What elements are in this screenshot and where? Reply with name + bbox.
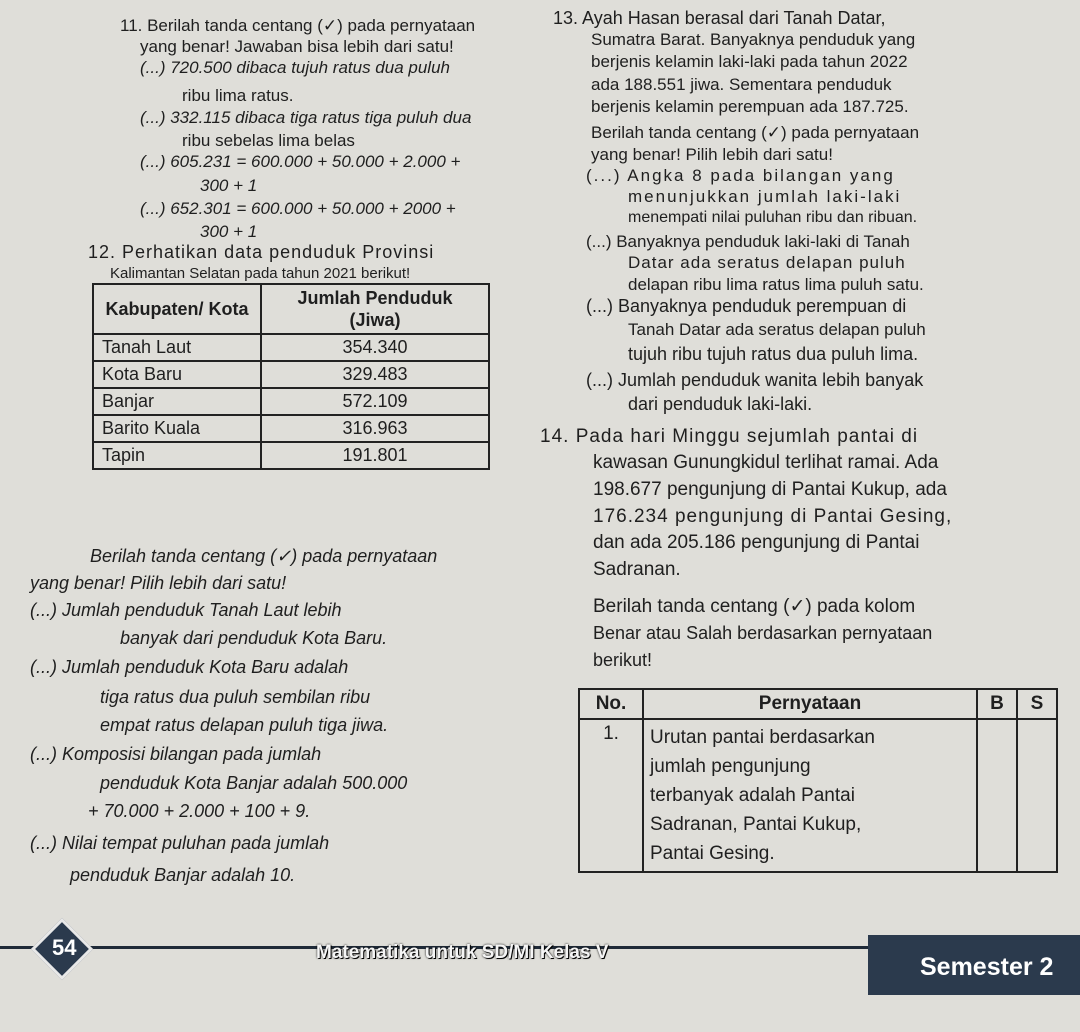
q13-option-2-cont: Datar ada seratus delapan puluh xyxy=(628,253,906,272)
q12-statement-1: (...) Jumlah penduduk Tanah Laut lebih xyxy=(30,600,342,620)
population-value: 191.801 xyxy=(261,442,489,469)
q11-option-4-cont: 300 + 1 xyxy=(200,222,258,241)
col-header-false: S xyxy=(1017,689,1057,719)
table-row xyxy=(579,719,1057,872)
region-name: Banjar xyxy=(93,388,261,415)
statement-line: Sadranan, Pantai Kukup, xyxy=(650,814,862,835)
col-header-population: Jumlah Penduduk (Jiwa) xyxy=(261,284,489,334)
q13-option-1-cont: menunjukkan jumlah laki-laki xyxy=(628,187,902,206)
region-name: Tapin xyxy=(93,442,261,469)
q14-line-2: kawasan Gunungkidul terlihat ramai. Ada xyxy=(593,452,939,473)
region-name: Tanah Laut xyxy=(93,334,261,361)
q13-line-6: Berilah tanda centang (✓) pada pernyataan xyxy=(591,123,920,142)
q12-statement-3-cont: penduduk Kota Banjar adalah 500.000 xyxy=(100,773,408,793)
q12-instruction: Berilah tanda centang (✓) pada pernyataan xyxy=(90,546,438,566)
q13-option-3-cont: Tanah Datar ada seratus delapan puluh xyxy=(628,320,926,339)
q13-option-4-cont: dari penduduk laki-laki. xyxy=(628,394,813,414)
semester-label: Semester 2 xyxy=(920,953,1054,981)
q14-line-3: 198.677 pengunjung di Pantai Kukup, ada xyxy=(593,479,947,500)
q11-option-1-cont: ribu lima ratus. xyxy=(182,86,294,105)
q13-option-1-cont2: menempati nilai puluhan ribu dan ribuan. xyxy=(628,209,918,226)
q12-statement-2-cont2: empat ratus delapan puluh tiga jiwa. xyxy=(100,715,389,735)
q14-line-6: Sadranan. xyxy=(593,559,681,580)
q13-line-5: berjenis kelamin perempuan ada 187.725. xyxy=(591,97,909,116)
q12-statement-3: (...) Komposisi bilangan pada jumlah xyxy=(30,744,322,764)
true-checkbox-cell[interactable] xyxy=(977,719,1017,872)
q12-statement-4: (...) Nilai tempat puluhan pada jumlah xyxy=(30,833,330,853)
population-table xyxy=(92,283,490,470)
population-value: 572.109 xyxy=(261,388,489,415)
statement-line: terbanyak adalah Pantai xyxy=(650,785,855,806)
q12-instruction-2: yang benar! Pilih lebih dari satu! xyxy=(30,573,287,593)
q12-statement-2-cont: tiga ratus dua puluh sembilan ribu xyxy=(100,687,371,707)
q11-option-1: (...) 720.500 dibaca tujuh ratus dua puluh xyxy=(140,58,450,77)
row-statement xyxy=(643,719,977,872)
statement-line: Pantai Gesing. xyxy=(650,843,775,864)
q11-option-4: (...) 652.301 = 600.000 + 50.000 + 2000 + xyxy=(140,199,456,218)
statement-line: Urutan pantai berdasarkan xyxy=(650,727,875,748)
row-number: 1. xyxy=(579,719,643,872)
q11-option-2-cont: ribu sebelas lima belas xyxy=(182,131,355,150)
q13-line-2: Sumatra Barat. Banyaknya penduduk yang xyxy=(591,30,916,49)
table-row xyxy=(93,334,489,361)
q14-line-8: Benar atau Salah berdasarkan pernyataan xyxy=(593,623,933,643)
q13-option-4: (...) Jumlah penduduk wanita lebih banyak xyxy=(586,370,924,390)
table-row xyxy=(93,415,489,442)
table-row xyxy=(93,388,489,415)
q14-line-5: dan ada 205.186 pengunjung di Pantai xyxy=(593,532,920,553)
q13-line-4: ada 188.551 jiwa. Sementara penduduk xyxy=(591,75,892,94)
q13-line-3: berjenis kelamin laki-laki pada tahun 2022 xyxy=(591,52,908,71)
q12-heading-2: Kalimantan Selatan pada tahun 2021 berikut! xyxy=(110,265,411,282)
region-name: Barito Kuala xyxy=(93,415,261,442)
q14-line-1: 14. Pada hari Minggu sejumlah pantai di xyxy=(540,426,919,447)
q13-line-1: 13. Ayah Hasan berasal dari Tanah Datar, xyxy=(553,8,886,28)
q11-option-2: (...) 332.115 dibaca tiga ratus tiga puluh dua xyxy=(140,108,472,127)
q13-option-3: (...) Banyaknya penduduk perempuan di xyxy=(586,296,907,316)
q12-statement-2: (...) Jumlah penduduk Kota Baru adalah xyxy=(30,657,349,677)
region-name: Kota Baru xyxy=(93,361,261,388)
q14-line-4: 176.234 pengunjung di Pantai Gesing, xyxy=(593,506,953,527)
q11-option-3: (...) 605.231 = 600.000 + 50.000 + 2.000 + xyxy=(140,152,461,171)
col-header-statement: Pernyataan xyxy=(643,689,977,719)
col-header-region: Kabupaten/ Kota xyxy=(93,284,261,334)
col-header-true: B xyxy=(977,689,1017,719)
q11-option-3-cont: 300 + 1 xyxy=(200,176,258,195)
statement-table xyxy=(578,688,1058,873)
q11-heading: 11. Berilah tanda centang (✓) pada pernyataan xyxy=(120,16,476,35)
population-value: 354.340 xyxy=(261,334,489,361)
q12-statement-1-cont: banyak dari penduduk Kota Baru. xyxy=(120,628,388,648)
false-checkbox-cell[interactable] xyxy=(1017,719,1057,872)
q12-statement-4-cont: penduduk Banjar adalah 10. xyxy=(70,865,296,885)
q13-option-1: (...) Angka 8 pada bilangan yang xyxy=(586,166,895,185)
q13-option-2: (...) Banyaknya penduduk laki-laki di Tanah xyxy=(586,232,910,251)
q14-line-7: Berilah tanda centang (✓) pada kolom xyxy=(593,596,916,617)
q13-line-7: yang benar! Pilih lebih dari satu! xyxy=(591,145,833,164)
q12-statement-3-cont2: + 70.000 + 2.000 + 100 + 9. xyxy=(88,801,311,821)
q14-line-9: berikut! xyxy=(593,650,653,670)
book-series-title: Matematika untuk SD/MI Kelas V xyxy=(316,942,609,963)
q11-heading-2: yang benar! Jawaban bisa lebih dari satu! xyxy=(140,37,454,56)
statement-line: jumlah pengunjung xyxy=(650,756,811,777)
col-header-number: No. xyxy=(579,689,643,719)
population-value: 329.483 xyxy=(261,361,489,388)
table-row xyxy=(93,361,489,388)
population-value: 316.963 xyxy=(261,415,489,442)
q13-option-3-cont2: tujuh ribu tujuh ratus dua puluh lima. xyxy=(628,344,919,364)
q13-option-2-cont2: delapan ribu lima ratus lima puluh satu. xyxy=(628,275,924,294)
q12-heading: 12. Perhatikan data penduduk Provinsi xyxy=(88,242,435,262)
page-number: 54 xyxy=(52,935,77,960)
table-row xyxy=(93,442,489,469)
